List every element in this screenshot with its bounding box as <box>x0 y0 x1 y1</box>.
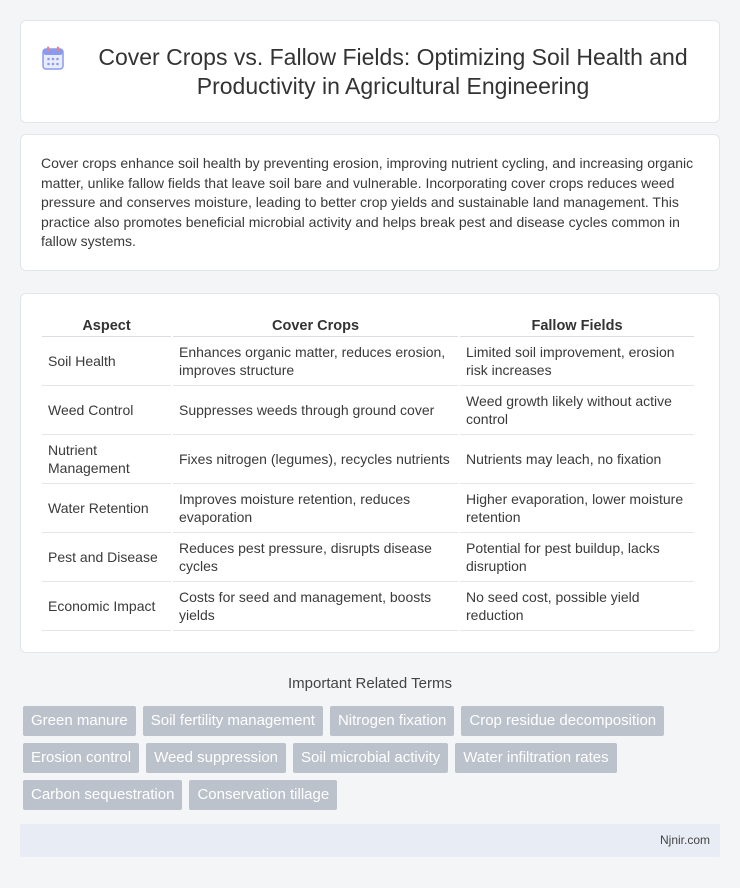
related-term-tag[interactable]: Water infiltration rates <box>455 743 616 773</box>
aspect-cell: Pest and Disease <box>42 533 171 582</box>
related-terms-list <box>23 706 723 810</box>
aspect-cell: Water Retention <box>42 484 171 533</box>
aspect-cell: Soil Health <box>42 337 171 386</box>
related-terms-heading: Important Related Terms <box>288 675 452 692</box>
aspect-cell: Nutrient Management <box>42 435 171 484</box>
column-header-fallow-fields: Fallow Fields <box>460 314 694 337</box>
related-term-tag[interactable]: Nitrogen fixation <box>330 706 454 736</box>
cover-crops-cell: Costs for seed and management, boosts yields <box>173 582 458 631</box>
related-term-tag[interactable]: Crop residue decomposition <box>461 706 664 736</box>
cover-crops-cell: Fixes nitrogen (legumes), recycles nutrients <box>173 435 458 484</box>
fallow-fields-cell: Nutrients may leach, no fixation <box>460 435 694 484</box>
comparison-table-card <box>20 293 720 653</box>
table-row <box>42 386 694 435</box>
column-header-cover-crops: Cover Crops <box>173 314 458 337</box>
cover-crops-cell: Improves moisture retention, reduces evaporation <box>173 484 458 533</box>
fallow-fields-cell: Limited soil improvement, erosion risk increases <box>460 337 694 386</box>
fallow-fields-cell: Weed growth likely without active control <box>460 386 694 435</box>
table-row <box>42 484 694 533</box>
cover-crops-cell: Reduces pest pressure, disrupts disease cycles <box>173 533 458 582</box>
calendar-icon <box>42 46 64 70</box>
summary-paragraph: Cover crops enhance soil health by preventing erosion, improving nutrient cycling, and increasing organic matter, unlike fallow fields that leave soil bare and vulnerable. Incorporating cover crops reduces weed pressure and conserves moisture, leading to better crop yields and sustainable land management. This practice also promotes beneficial microbial activity and helps break pest and disease cycles common in fallow systems. <box>41 155 694 249</box>
table-row <box>42 582 694 631</box>
table-header-row <box>42 314 694 337</box>
column-header-aspect: Aspect <box>42 314 171 337</box>
comparison-table <box>40 314 696 631</box>
footer-site-link[interactable]: Njnir.com <box>659 833 710 847</box>
table-row <box>42 435 694 484</box>
related-term-tag[interactable]: Carbon sequestration <box>23 780 182 810</box>
related-term-tag[interactable]: Soil fertility management <box>143 706 323 736</box>
aspect-cell: Economic Impact <box>42 582 171 631</box>
fallow-fields-cell: Higher evaporation, lower moisture retention <box>460 484 694 533</box>
cover-crops-cell: Enhances organic matter, reduces erosion, improves structure <box>173 337 458 386</box>
cover-crops-cell: Suppresses weeds through ground cover <box>173 386 458 435</box>
aspect-cell: Weed Control <box>42 386 171 435</box>
header-card <box>20 20 720 123</box>
related-term-tag[interactable]: Erosion control <box>23 743 139 773</box>
related-term-tag[interactable]: Green manure <box>23 706 136 736</box>
fallow-fields-cell: No seed cost, possible yield reduction <box>460 582 694 631</box>
fallow-fields-cell: Potential for pest buildup, lacks disruption <box>460 533 694 582</box>
related-term-tag[interactable]: Soil microbial activity <box>293 743 448 773</box>
table-row <box>42 533 694 582</box>
related-term-tag[interactable]: Weed suppression <box>146 743 286 773</box>
related-term-tag[interactable]: Conservation tillage <box>189 780 337 810</box>
table-row <box>42 337 694 386</box>
page-title: Cover Crops vs. Fallow Fields: Optimizing Soil Health and Productivity in Agricultural Engineering <box>98 43 688 99</box>
footer <box>20 824 720 857</box>
summary-card <box>20 134 720 271</box>
